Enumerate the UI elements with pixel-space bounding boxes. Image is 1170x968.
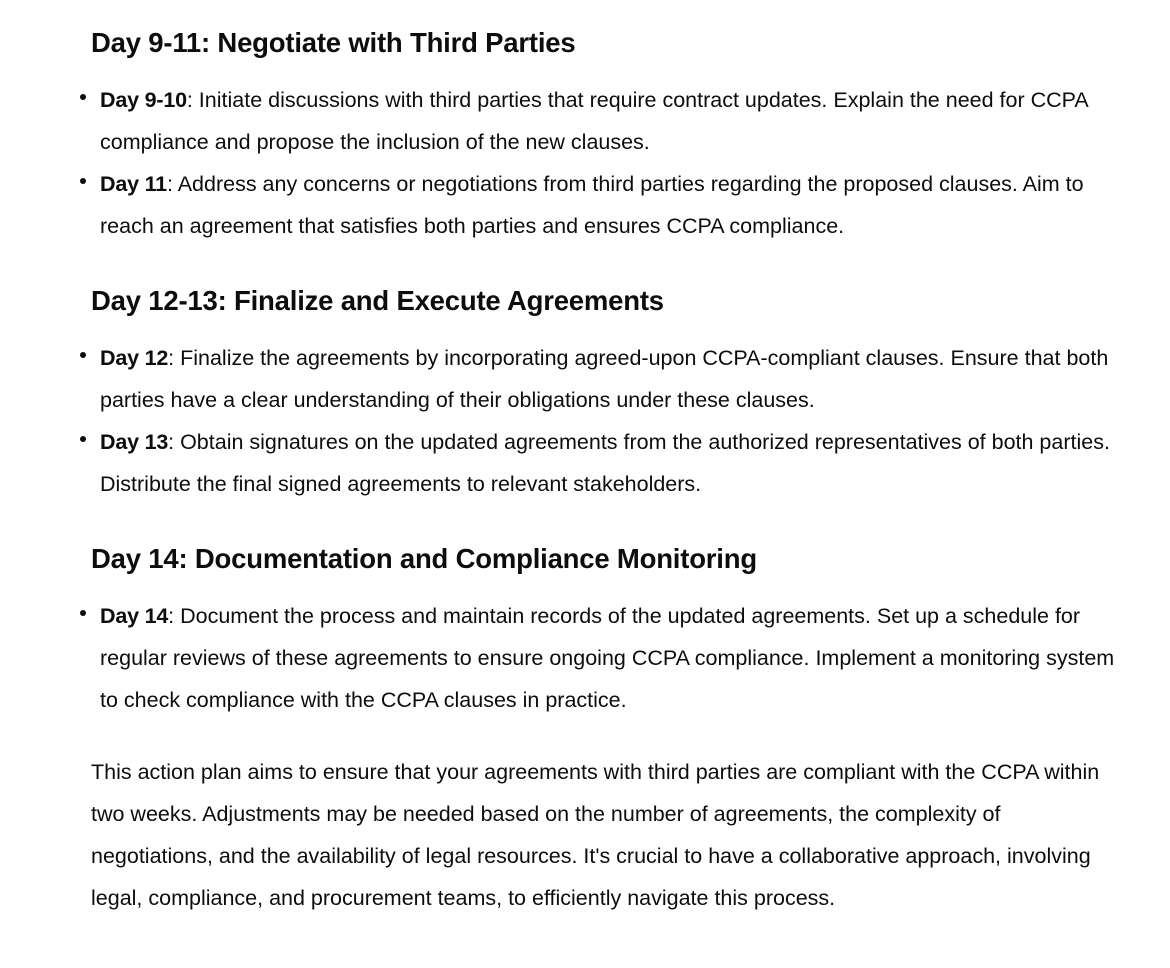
item-text: : Document the process and maintain records of the updated agreements. Set up a schedule for regular reviews of these agreements to ensure ongoing CCPA compliance. Implement a monitoring system to check compliance with the CCPA clauses in practice. xyxy=(100,604,1115,712)
item-label: Day 14 xyxy=(100,604,169,628)
bullet-icon xyxy=(80,352,86,358)
item-label: Day 12 xyxy=(100,346,169,370)
list-item-day-13 xyxy=(0,421,1130,505)
list-item-day-14 xyxy=(0,595,1130,721)
bullet-icon xyxy=(80,436,86,442)
item-text: : Finalize the agreements by incorporating agreed-upon CCPA-compliant clauses. Ensure that both parties have a clear understanding of their obligations under these clauses. xyxy=(100,346,1109,412)
section-heading-day-9-11: Day 9-11: Negotiate with Third Parties xyxy=(91,27,576,58)
item-text: : Initiate discussions with third parties that require contract updates. Explain the need for CCPA compliance and propose the inclusion of the new clauses. xyxy=(100,88,1088,154)
section-heading-day-14: Day 14: Documentation and Compliance Monitoring xyxy=(91,543,757,574)
list-item-day-11 xyxy=(0,163,1130,247)
list-item-day-12 xyxy=(0,337,1130,421)
bullet-list-day-12-13 xyxy=(0,337,1130,505)
bullet-icon xyxy=(80,94,86,100)
item-label: Day 11 xyxy=(100,172,167,196)
section-heading-day-12-13: Day 12-13: Finalize and Execute Agreements xyxy=(91,285,664,316)
conclusion-paragraph: This action plan aims to ensure that your agreements with third parties are compliant with the CCPA within two weeks. Adjustments may be needed based on the number of agreements, the complexity of negotiations, and the availability of legal resources. It's crucial to have a collaborative approach, involving legal, compliance, and procurement teams, to efficiently navigate this process. xyxy=(91,760,1100,910)
item-text: : Address any concerns or negotiations from third parties regarding the proposed clauses. Aim to reach an agreement that satisfies both parties and ensures CCPA compliance. xyxy=(100,172,1084,238)
bullet-icon xyxy=(80,610,86,616)
bullet-list-day-9-11 xyxy=(0,79,1130,247)
item-label: Day 9-10 xyxy=(100,88,187,112)
bullet-list-day-14 xyxy=(0,595,1130,721)
item-label: Day 13 xyxy=(100,430,169,454)
item-text: : Obtain signatures on the updated agreements from the authorized representatives of both parties. Distribute the final signed agreements to relevant stakeholders. xyxy=(100,430,1110,496)
bullet-icon xyxy=(80,178,86,184)
list-item-day-9-10 xyxy=(0,79,1130,163)
